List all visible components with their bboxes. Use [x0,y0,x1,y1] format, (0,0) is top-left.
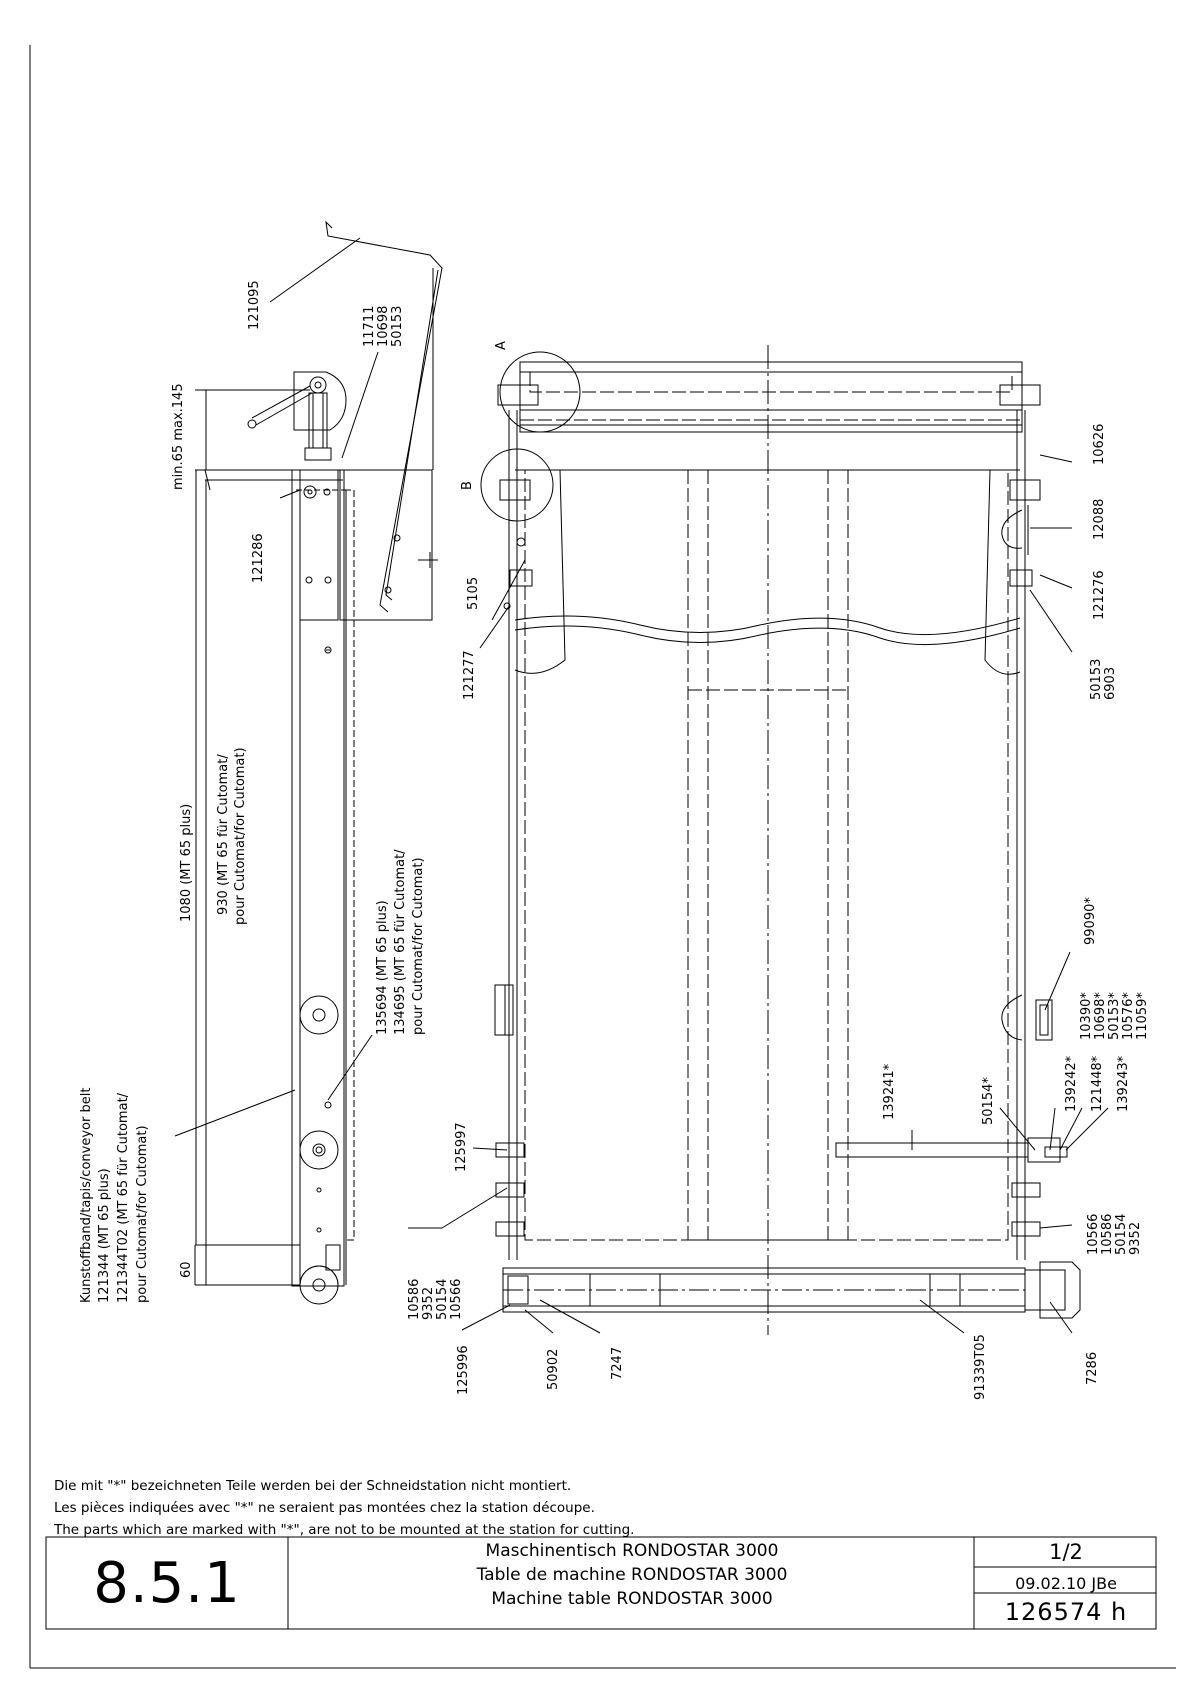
callout-121286: 121286 [251,533,266,583]
callout-10698: 10698 [376,305,391,347]
callout-12088: 12088 [1092,498,1107,540]
group-star-10576: 10576* [1121,992,1136,1040]
note-en: The parts which are marked with "*", are not to be mounted at the station for cutting. [54,1522,635,1538]
group-left-50154: 50154 [435,1278,450,1320]
note-fr: Les pièces indiquées avec "*" ne seraient pas montées chez la station découpe. [54,1500,595,1516]
callout-139242: 139242* [1064,1055,1079,1112]
group-left-10586: 10586 [407,1278,422,1320]
callout-99090: 99090* [1083,897,1098,945]
group-star-11059: 11059* [1135,992,1150,1040]
dimension-1080: 1080 (MT 65 plus) [179,803,194,922]
dimension-min-max: min.65 max.145 [171,383,186,490]
title-en: Machine table RONDOSTAR 3000 [491,1589,773,1609]
belt-part-121344: 121344 (MT 65 plus) [97,1168,112,1303]
callout-134695-line2: pour Cutomat/for Cutomat) [411,857,426,1035]
callout-125997: 125997 [454,1122,469,1172]
callout-139243: 139243* [1116,1055,1131,1112]
callout-7286: 7286 [1085,1351,1100,1385]
dimension-930-line2: pour Cutomat/for Cutomat) [233,747,248,925]
callout-50154: 50154* [981,1077,996,1125]
callout-10626: 10626 [1092,423,1107,465]
belt-part-121344T02-line1: 121344T02 (MT 65 für Cutomat/ [116,1092,131,1303]
callout-50902: 50902 [546,1348,561,1390]
group-left-10566: 10566 [449,1278,464,1320]
callout-50153-right: 50153 [1089,658,1104,700]
drawing-title [292,1539,972,1611]
callout-139241: 139241* [882,1063,897,1120]
group-right-9352: 9352 [1128,1221,1143,1255]
callout-5105: 5105 [466,576,481,610]
group-star-50153: 50153* [1107,992,1122,1040]
group-star-10390: 10390* [1079,992,1094,1040]
note-de: Die mit "*" bezeichneten Teile werden bei der Schneidstation nicht montiert. [54,1478,572,1494]
callout-135694: 135694 (MT 65 plus) [375,900,390,1035]
belt-label: Kunstoffband/tapis/conveyor belt [79,1087,94,1303]
assembly-notes [54,1475,634,1541]
dimension-930-line1: 930 (MT 65 für Cutomat/ [216,754,231,915]
callout-134695-line1: 134695 (MT 65 für Cutomat/ [393,849,408,1035]
callout-50153: 50153 [390,305,405,347]
detail-label-a: A [494,341,509,350]
section-number: 8.5.1 [93,1550,241,1616]
callout-121448: 121448* [1090,1055,1105,1112]
sheet-number: 1/2 [1049,1540,1083,1564]
dimension-60: 60 [179,1261,194,1278]
callout-121277: 121277 [462,650,477,700]
callout-6903: 6903 [1103,666,1118,700]
group-right-50154: 50154 [1114,1213,1129,1255]
title-de: Maschinentisch RONDOSTAR 3000 [485,1541,779,1561]
title-fr: Table de machine RONDOSTAR 3000 [476,1565,788,1585]
detail-label-b: B [460,481,475,490]
belt-part-121344T02-line2: pour Cutomat/for Cutomat) [135,1125,150,1303]
group-star-10698: 10698* [1093,992,1108,1040]
callout-121095: 121095 [247,280,262,330]
callout-11711: 11711 [362,305,377,347]
callout-125996: 125996 [456,1345,471,1395]
revision-date: 09.02.10 JBe [1015,1574,1117,1593]
group-right-10586: 10586 [1100,1213,1115,1255]
top-view [408,345,1108,1335]
callout-121276: 121276 [1092,570,1107,620]
document-number: 126574 h [1004,1598,1128,1626]
callout-91339T05: 91339T05 [973,1334,988,1400]
group-right-10566: 10566 [1086,1213,1101,1255]
group-left-9352: 9352 [421,1286,436,1320]
callout-7247: 7247 [610,1346,625,1380]
